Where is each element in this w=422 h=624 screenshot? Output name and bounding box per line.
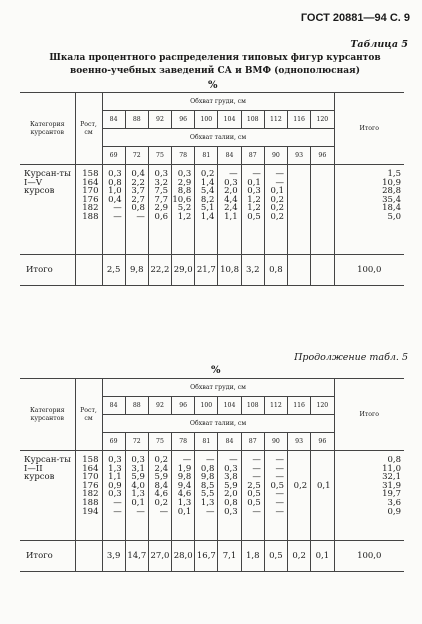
- chest-value: 104: [218, 397, 241, 415]
- table-title: [30, 52, 400, 78]
- column-total: 0,1: [311, 541, 334, 572]
- chest-value: 120: [311, 397, 334, 415]
- column-total: [288, 255, 311, 286]
- column-total: 0,5: [264, 541, 287, 572]
- column-total: 29,0: [172, 255, 195, 286]
- chest-value: 92: [148, 397, 171, 415]
- column-total: 0,2: [288, 541, 311, 572]
- chest-value: 88: [125, 111, 148, 129]
- height-values: 158 164 170 176 182 188: [75, 165, 102, 255]
- chest-value: 112: [264, 397, 287, 415]
- percent-column: — — — 2,5 0,5 0,5 —: [241, 451, 264, 541]
- chest-value: 88: [125, 397, 148, 415]
- column-total: 1,8: [241, 541, 264, 572]
- chest-value: 100: [195, 397, 218, 415]
- waist-value: 78: [172, 147, 195, 165]
- waist-value: 84: [218, 433, 241, 451]
- height-header: Рост, см: [75, 93, 102, 165]
- waist-value: 93: [288, 433, 311, 451]
- title-line-1: Шкала процентного распределения типовых фигур курсантов: [49, 53, 381, 63]
- total-label: Итого: [20, 255, 75, 286]
- total-height-blank: [75, 255, 102, 286]
- percent-column: 0,2 1,4 5,4 8,2 5,1 1,4: [195, 165, 218, 255]
- waist-value: 69: [102, 147, 125, 165]
- percent-sign: %: [208, 80, 218, 91]
- waist-value: 72: [125, 147, 148, 165]
- waist-value: 90: [264, 147, 287, 165]
- column-total: [311, 255, 334, 286]
- percent-column: — 1,9 9,8 9,4 4,6 1,3 0,1: [172, 451, 195, 541]
- height-values: 158 164 170 176 182 188 194: [75, 451, 102, 541]
- waist-value: 87: [241, 147, 264, 165]
- category-label: Курсан-ты I—V курсов: [20, 165, 75, 255]
- waist-value: 81: [195, 433, 218, 451]
- percent-column: — 0,3 2,0 4,4 2,4 1,1: [218, 165, 241, 255]
- column-total: 22,2: [148, 255, 171, 286]
- column-total: 14,7: [125, 541, 148, 572]
- percent-column: [288, 165, 311, 255]
- percent-column: 0,3 2,9 8,8 10,6 5,2 1,2: [172, 165, 195, 255]
- column-total: 21,7: [195, 255, 218, 286]
- distribution-table-2: [20, 378, 404, 572]
- page-header: ГОСТ 20881—94 С. 9: [300, 12, 410, 24]
- chest-value: 108: [241, 111, 264, 129]
- continuation-label: Продолжение табл. 5: [294, 352, 408, 363]
- percent-column: [311, 165, 334, 255]
- chest-value: 96: [172, 111, 195, 129]
- waist-label: Обхват талии, см: [102, 129, 334, 147]
- chest-label: Обхват груди, см: [102, 93, 334, 111]
- percent-column: — 0,8 9,8 8,5 5,5 1,3 —: [195, 451, 218, 541]
- column-total: 3,9: [102, 541, 125, 572]
- title-line-2: военно-учебных заведений СА и ВМФ (однополюсная): [70, 66, 360, 76]
- total-header: Итого: [334, 379, 404, 451]
- table-number: Таблица 5: [350, 39, 408, 50]
- column-total: 9,8: [125, 255, 148, 286]
- chest-value: 104: [218, 111, 241, 129]
- column-total: 27,0: [148, 541, 171, 572]
- row-totals: 0,8 11,0 32,1 31,9 19,7 3,6 0,9: [334, 451, 404, 541]
- percent-column: — — — 0,5 — — —: [264, 451, 287, 541]
- column-total: 2,5: [102, 255, 125, 286]
- percent-column: 0,4 2,2 3,7 2,7 0,8 —: [125, 165, 148, 255]
- column-total: 28,0: [172, 541, 195, 572]
- waist-value: 93: [288, 147, 311, 165]
- waist-value: 84: [218, 147, 241, 165]
- percent-column: 0,3 3,2 7,5 7,7 2,9 0,6: [148, 165, 171, 255]
- grand-total: 100,0: [334, 541, 404, 572]
- percent-column: 0,3 0,8 1,0 0,4 — —: [102, 165, 125, 255]
- waist-value: 75: [148, 433, 171, 451]
- height-header: Рост, см: [75, 379, 102, 451]
- percent-column: — 0,1 0,3 1,2 1,2 0,5: [241, 165, 264, 255]
- row-totals: 1,5 10,9 28,8 35,4 18,4 5,0: [334, 165, 404, 255]
- waist-value: 75: [148, 147, 171, 165]
- category-label: Курсан-ты I—II курсов: [20, 451, 75, 541]
- percent-column: — — 0,1 0,2 0,2 0,2: [264, 165, 287, 255]
- column-total: 10,8: [218, 255, 241, 286]
- percent-column: 0,2 2,4 5,9 8,4 4,6 0,2 —: [148, 451, 171, 541]
- total-label: Итого: [20, 541, 75, 572]
- percent-column: — 0,3 3,8 5,9 2,0 0,8 0,3: [218, 451, 241, 541]
- column-total: 3,2: [241, 255, 264, 286]
- chest-value: 84: [102, 397, 125, 415]
- waist-value: 72: [125, 433, 148, 451]
- waist-value: 81: [195, 147, 218, 165]
- column-total: 16,7: [195, 541, 218, 572]
- chest-value: 100: [195, 111, 218, 129]
- waist-value: 90: [264, 433, 287, 451]
- distribution-table-1: [20, 92, 404, 286]
- column-total: 0,8: [264, 255, 287, 286]
- total-height-blank: [75, 541, 102, 572]
- chest-value: 116: [288, 397, 311, 415]
- chest-value: 96: [172, 397, 195, 415]
- category-header: Категория курсантов: [20, 379, 75, 451]
- percent-column: 0,1: [311, 451, 334, 541]
- waist-value: 96: [311, 433, 334, 451]
- total-header: Итого: [334, 93, 404, 165]
- waist-label: Обхват талии, см: [102, 415, 334, 433]
- percent-sign: %: [211, 365, 221, 376]
- percent-column: 0,3 3,1 5,9 4,0 1,3 0,1 —: [125, 451, 148, 541]
- grand-total: 100,0: [334, 255, 404, 286]
- chest-label: Обхват груди, см: [102, 379, 334, 397]
- chest-value: 112: [264, 111, 287, 129]
- percent-column: 0,3 1,3 1,1 0,9 0,3 — —: [102, 451, 125, 541]
- waist-value: 96: [311, 147, 334, 165]
- percent-column: 0,2: [288, 451, 311, 541]
- chest-value: 84: [102, 111, 125, 129]
- chest-value: 92: [148, 111, 171, 129]
- chest-value: 108: [241, 397, 264, 415]
- category-header: Категория курсантов: [20, 93, 75, 165]
- waist-value: 69: [102, 433, 125, 451]
- chest-value: 120: [311, 111, 334, 129]
- waist-value: 78: [172, 433, 195, 451]
- chest-value: 116: [288, 111, 311, 129]
- waist-value: 87: [241, 433, 264, 451]
- column-total: 7,1: [218, 541, 241, 572]
